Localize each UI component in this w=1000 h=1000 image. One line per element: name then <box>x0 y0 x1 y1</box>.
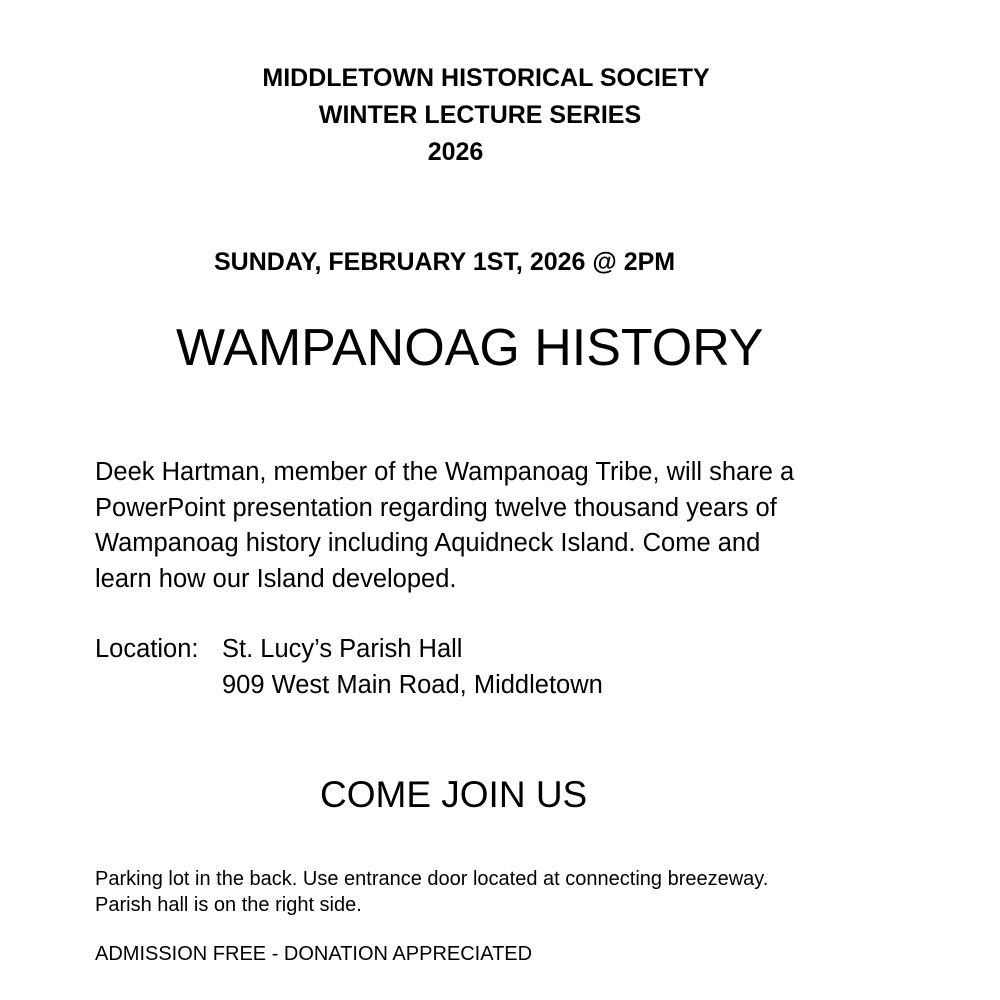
series-year: 2026 <box>427 138 484 166</box>
location-label: Location: <box>95 635 199 663</box>
admission-info: ADMISSION FREE - DONATION APPRECIATED <box>95 943 533 965</box>
location-address: 909 West Main Road, Middletown <box>222 671 603 699</box>
parking-line: Parking lot in the back. Use entrance door located at connecting breezeway. <box>95 868 769 890</box>
call-to-action: COME JOIN US <box>320 774 588 815</box>
description-line: Wampanoag history including Aquidneck Island. Come and <box>95 529 761 557</box>
organization-name: MIDDLETOWN HISTORICAL SOCIETY <box>262 64 710 92</box>
parking-line: Parish hall is on the right side. <box>95 894 362 916</box>
event-description <box>95 455 794 597</box>
event-date-time: SUNDAY, FEBRUARY 1ST, 2026 @ 2PM <box>214 248 676 276</box>
description-line: PowerPoint presentation regarding twelve thousand years of <box>95 493 777 522</box>
description-line: learn how our Island developed. <box>95 564 457 593</box>
description-line: Deek Hartman, member of the Wampanoag Tribe, will share a <box>95 458 795 486</box>
location-name: St. Lucy’s Parish Hall <box>222 635 463 663</box>
parking-info <box>95 866 768 918</box>
series-name: WINTER LECTURE SERIES <box>318 101 642 129</box>
event-title: WAMPANOAG HISTORY <box>176 319 764 377</box>
